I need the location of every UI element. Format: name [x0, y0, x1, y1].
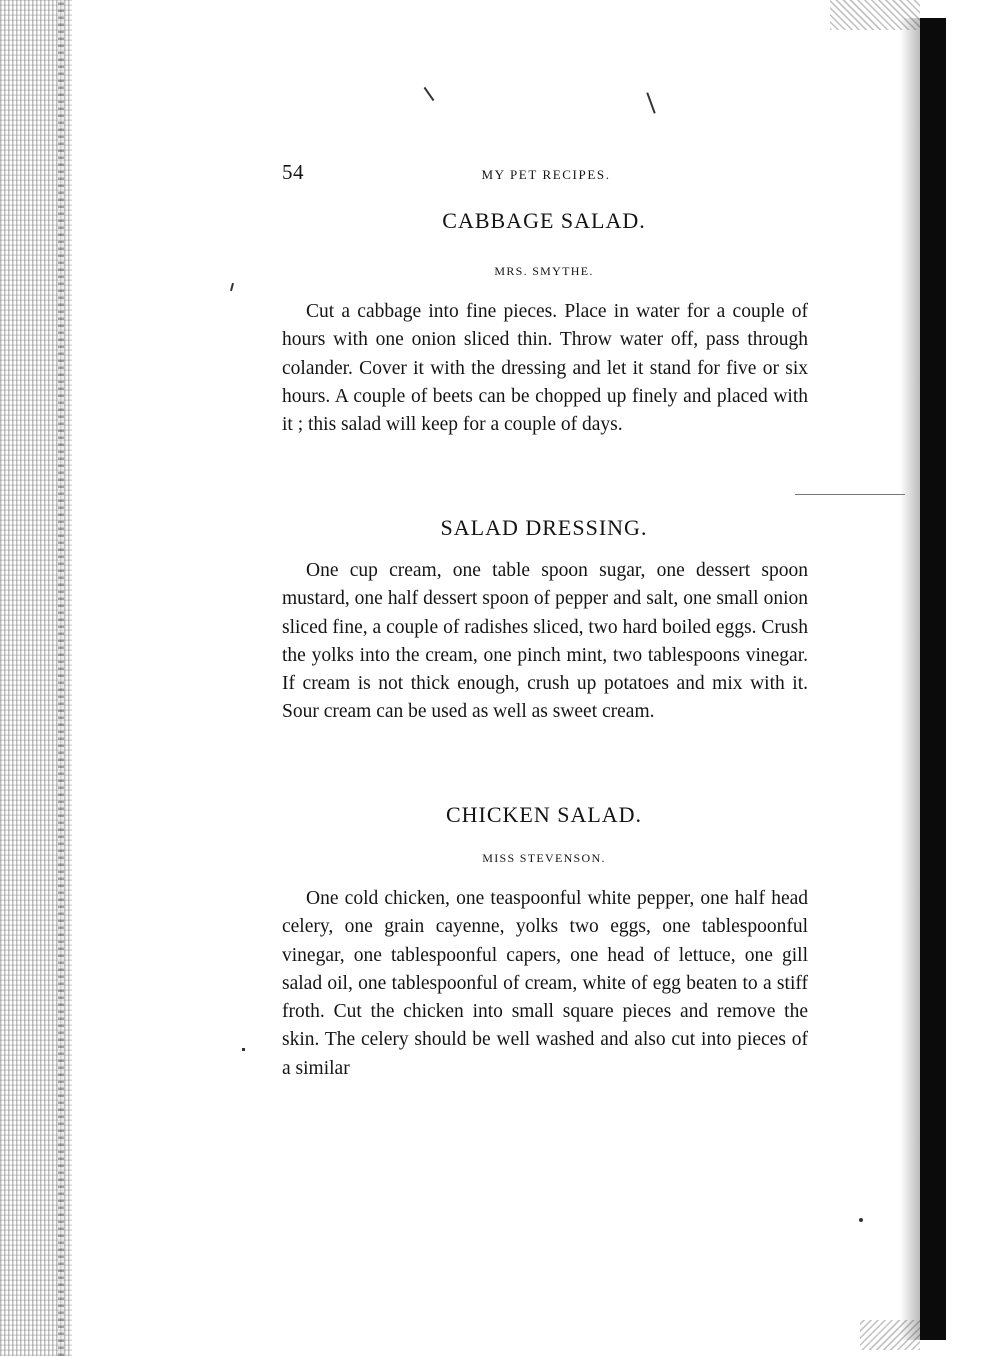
- stray-mark: [859, 1218, 863, 1222]
- stray-mark: [424, 87, 435, 101]
- page-number: 54: [282, 160, 304, 184]
- recipe-body: Cut a cabbage into fine pieces. Place in water for a couple of hours with one onion sliced thin. Throw water off, pass through colander. Cover it with the dressing and let it stand for five or six hours. A couple of beets can be chopped up finely and placed with it ; this salad will keep for a couple of days.: [282, 301, 808, 436]
- running-title: MY PET RECIPES.: [481, 167, 611, 182]
- scan-noise-bottom: [860, 1320, 920, 1350]
- recipe-body: One cup cream, one table spoon sugar, one dessert spoon mustard, one half dessert spoon of pepper and salt, one small onion sliced fine, a couple of radishes sliced, two hard boiled eggs. Crush the yolks into the cream, one pinch mint, two tablespoons vinegar. If cream is not thick enough, crush up potatoes and mix with it. Sour cream can be used as well as sweet cream.: [282, 560, 808, 723]
- recipe-author: MISS STEVENSON.: [482, 851, 606, 865]
- recipe-title: SALAD DRESSING.: [440, 515, 648, 540]
- stray-mark: [646, 92, 655, 113]
- page-header: [282, 160, 810, 190]
- stray-mark: [242, 1048, 245, 1051]
- stray-mark: [230, 283, 234, 291]
- recipe-title: CABBAGE SALAD.: [442, 208, 646, 233]
- recipe-body: One cold chicken, one teaspoonful white pepper, one half head celery, one grain cayenne, yolks two eggs, one tablespoonful vinegar, one tablespoonful capers, one head of lettuce, one gill salad oil, one tablespoonful of cream, white of egg beaten to a stiff froth. Cut the chicken into small square pieces and remove the skin. The celery should be well washed and also cut into pieces of a similar: [282, 888, 808, 1079]
- recipe-title: CHICKEN SALAD.: [445, 802, 643, 827]
- scan-noise-top: [830, 0, 920, 30]
- book-spine-edge: [920, 18, 946, 1340]
- recipe-author: MRS. SMYTHE.: [494, 264, 594, 278]
- left-gutter-edge: [58, 0, 64, 1356]
- spine-shadow: [900, 18, 920, 1340]
- stray-mark: [795, 494, 905, 495]
